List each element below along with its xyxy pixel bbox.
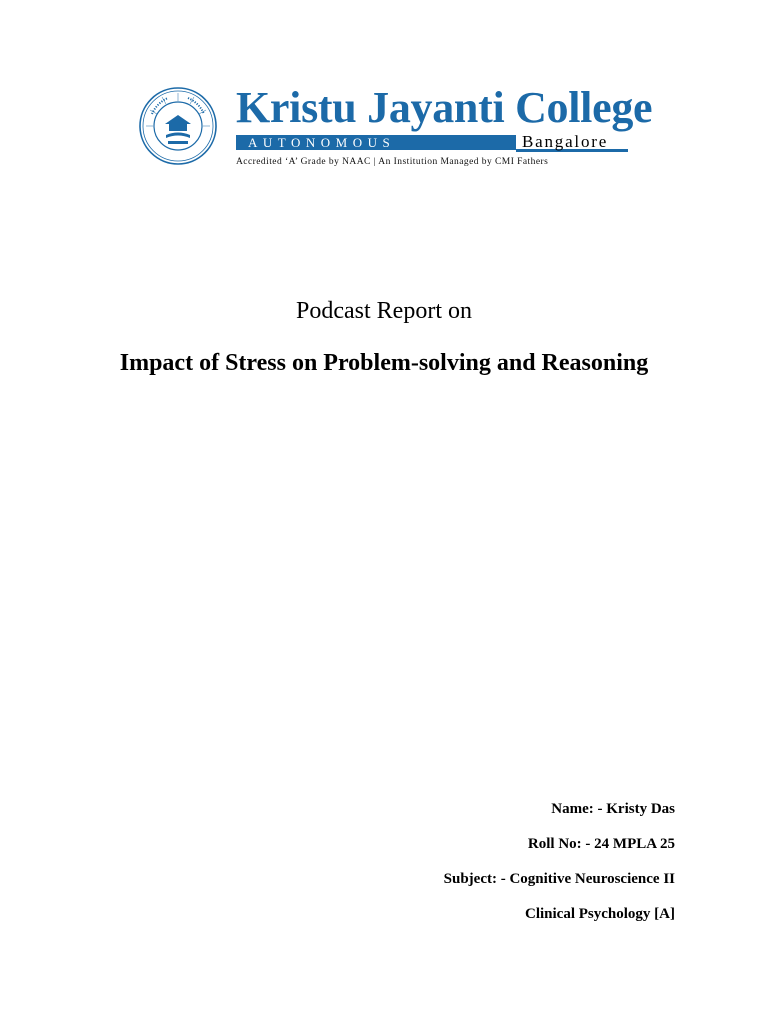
autonomous-banner: AUTONOMOUS xyxy=(236,135,516,150)
college-logo xyxy=(138,83,653,172)
college-name: Kristu Jayanti College xyxy=(236,83,653,132)
roll-number: Roll No: - 24 MPLA 25 xyxy=(527,836,675,852)
accreditation-line: Accredited ‘A’ Grade by NAAC | An Institution Managed by CMI Fathers xyxy=(236,157,549,167)
report-title: Impact of Stress on Problem-solving and Reasoning xyxy=(119,350,649,376)
student-name: Name: - Kristy Das xyxy=(551,801,675,817)
student-info xyxy=(444,800,675,940)
report-label: Podcast Report on xyxy=(296,298,472,324)
college-city: Bangalore xyxy=(516,132,628,152)
subject: Subject: - Cognitive Neuroscience II xyxy=(443,871,675,887)
college-seal-icon xyxy=(138,86,218,166)
class-section: Clinical Psychology [A] xyxy=(525,906,675,922)
